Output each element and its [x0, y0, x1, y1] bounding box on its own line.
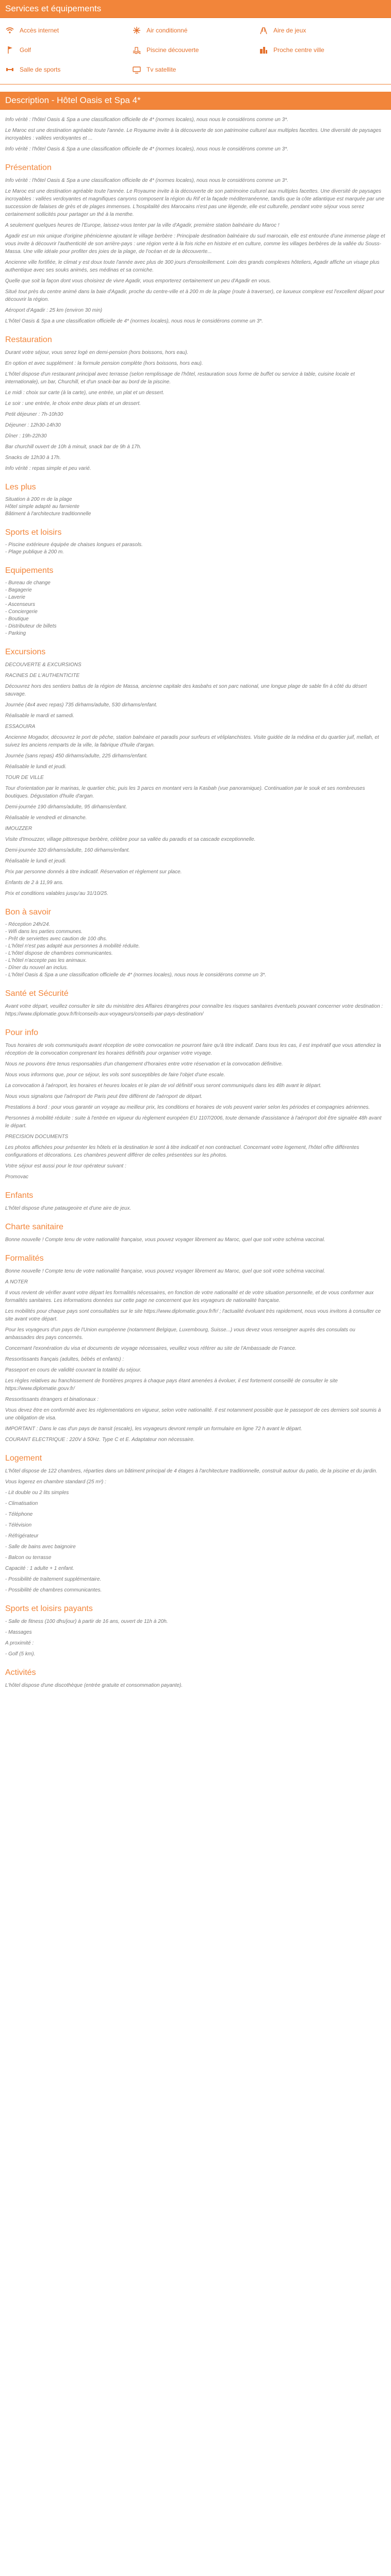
section-title-info: Pour info — [5, 1028, 39, 1037]
logement-text: - Balcon ou terrasse — [5, 1555, 52, 1561]
excursions-text: Réalisable le lundi et jeudi. — [5, 764, 67, 770]
section-title-restauration: Restauration — [5, 335, 52, 344]
restauration-text: En option et avec supplément : la formule pension complète (hors boissons, hors eau). — [5, 361, 203, 366]
list-item: - Parking — [5, 631, 26, 636]
formalites-text: Passeport en cours de validité couvrant la totalité du séjour. — [5, 1367, 142, 1373]
list-item: - Ascenseurs — [5, 602, 35, 607]
presentation-text: Ancienne ville fortifiée, le climat y est doux toute l'année avec plus de 300 jours d'ensoleillement. Loin des grands complexes hôteliers, Agadir affiche un visage plus authentique avec ses souks animés, ses médinas et sa corniche. — [5, 260, 380, 273]
list-item: Bâtiment à l'architecture traditionnelle — [5, 511, 91, 517]
presentation-text: A seulement quelques heures de l'Europe, laissez-vous tenter par la ville d'Agadir, première station balnéaire du Maroc ! — [5, 223, 280, 228]
info-text: Prestations à bord : pour vous garantir un voyage au meilleur prix, les conditions et horaires de vols peuvent varier selon les périodes et compagnies aériennes. — [5, 1105, 370, 1110]
list-item: - Plage publique à 200 m. — [5, 549, 64, 555]
section-title-sante: Santé et Sécurité — [5, 989, 69, 998]
amenity-label: Proche centre ville — [273, 46, 324, 54]
excursions-text: TOUR DE VILLE — [5, 775, 44, 781]
list-item: - L'hôtel Oasis & Spa a une classification officielle de 4* (normes locales), nous nous le considérons comme un 3*. — [5, 972, 267, 978]
section-title-plus: Les plus — [5, 483, 36, 492]
list-item: - Conciergerie — [5, 609, 38, 615]
intro-text: Le Maroc est une destination agréable toute l'année. Le Royaume invite à la découverte de son patrimoine culturel aux multiples facettes. Une diversité de paysages incroyables : vallées verdoyantes et ... — [5, 128, 382, 141]
info-text: Nous vous signalons que l'aéroport de Paris peut être différent de l'aéroport de départ. — [5, 1094, 203, 1099]
info-text: PRECISION DOCUMENTS — [5, 1134, 69, 1140]
amenity-label: Air conditionné — [146, 27, 188, 34]
section-title-presentation: Présentation — [5, 163, 52, 172]
amenity-gym — [5, 61, 132, 78]
logement-text: - Climatisation — [5, 1501, 38, 1506]
amenity-playground — [259, 22, 386, 39]
logement-text: - Salle de bains avec baignoire — [5, 1544, 76, 1550]
info-text: Promovac — [5, 1174, 29, 1180]
section-title-charte: Charte sanitaire — [5, 1223, 63, 1231]
excursions-text: Tour d'orientation par le marinas, le quartier chic, puis les 3 parcs en montant vers la Kasbah (vue panoramique). Continuation par le souk et ses nombreuses boutiques. Dégustation d'huile d'argan. — [5, 786, 365, 799]
restauration-text: Déjeuner : 12h30-14h30 — [5, 422, 61, 428]
excursions-text: Journée (4x4 avec repas) 735 dirhams/adulte, 530 dirhams/enfant. — [5, 702, 158, 708]
amenity-label: Tv satellite — [146, 66, 176, 73]
section-title-equipements: Equipements — [5, 566, 54, 575]
section-title-sports: Sports et loisirs — [5, 528, 62, 537]
amenity-pool — [132, 42, 259, 58]
amenity-city — [259, 42, 386, 58]
dumbbell-icon — [5, 65, 14, 74]
list-item: Hôtel simple adapté au farniente — [5, 504, 79, 510]
excursions-text: IMOUZZER — [5, 826, 32, 832]
amenities-grid — [5, 22, 386, 78]
sports-payants-text: - Massages — [5, 1630, 32, 1635]
sante-text: Avant votre départ, veuillez consulter le site du ministère des Affaires étrangères pour connaître les risques sanitaires éventuels pouvant concerner votre destination : https://www.diplomatie.gouv.fr/fr/conseils-aux-voyageurs/conseils-par-pays-destination/ — [5, 1004, 383, 1017]
snowflake-icon — [132, 26, 141, 35]
info-text: Les photos affichées pour présenter les hôtels et la destination le sont à titre indicatif et non contractuel. Concernant votre logement, l'hôtel offre différentes configurations et décorations. Les chambres peuvent différer de celles présentées sur les photos. — [5, 1145, 360, 1158]
section-title-logement: Logement — [5, 1454, 42, 1463]
formalites-text: Les règles relatives au franchissement de frontières propres à chaque pays étant amenées à évoluer, il est fortement conseillé de consulter le site https://www.diplomatie.gouv.fr/ — [5, 1378, 338, 1392]
formalites-text: Concernant l'exonération du visa et documents de voyage nécessaires, veuillez vous référer au site de l'Ambassade de France. — [5, 1346, 297, 1351]
info-text: La convocation à l'aéroport, les horaires et heures locales et le plan de vol définitif vous seront communiqués dans les 48h avant le départ. — [5, 1083, 322, 1089]
excursions-text: Réalisable le vendredi et dimanche. — [5, 815, 87, 821]
restauration-text: Le soir : une entrée, le choix entre deux plats et un dessert. — [5, 401, 141, 406]
sports-payants-text: - Golf (5 km). — [5, 1651, 36, 1657]
sports-list — [5, 541, 386, 556]
restauration-text: Dîner : 19h-22h30 — [5, 433, 47, 439]
presentation-text: Le Maroc est une destination agréable toute l'année. Le Royaume invite à la découverte de son patrimoine culturel aux multiples facettes. Une diversité de paysages incroyables : vallées verdoyantes et magnifiques canyons composent la région du Rif et la façade méditerranéenne, tandis que la côte atlantique est marquée par une succession de falaises de grès et de plages immenses. L'hospitalité des Marocains n'est pas une légende, elle est culturelle, pendant votre séjour vous serez certainement sollicités pour partager un thé à la menthe. — [5, 189, 384, 217]
formalites-text: Ressortissants étrangers et binationaux : — [5, 1397, 99, 1402]
excursions-text: Réalisable le mardi et samedi. — [5, 713, 74, 719]
excursions-text: Visite d'Imouzzer, village pittoresque berbère, célèbre pour sa vallée du paradis et sa cascade exceptionnelle. — [5, 837, 256, 842]
info-text: Personnes à mobilité réduite : suite à l'entrée en vigueur du règlement européen EU 1107/2006, toute demande d'assistance à l'aéroport doit être signalée 48h avant le départ. — [5, 1115, 382, 1129]
excursions-text: ESSAOUIRA — [5, 724, 36, 730]
excursions-text: Réalisable le lundi et jeudi. — [5, 858, 67, 864]
formalites-text: IMPORTANT : Dans le cas d'un pays de transit (escale), les voyageurs devront remplir un formulaire en ligne 72 h avant le départ. — [5, 1426, 302, 1432]
logement-text: - Télévision — [5, 1522, 32, 1528]
amenity-label: Salle de sports — [20, 66, 61, 73]
logement-text: - Possibilité de traitement supplémentaire. — [5, 1577, 102, 1582]
pool-icon — [132, 45, 141, 55]
logement-text: - Possibilité de chambres communicantes. — [5, 1587, 102, 1593]
excursions-text: Découvrez hors des sentiers battus de la région de Massa, ancienne capitale des kasbahs et son parc national, une longue plage de sable fin à côté du désert sauvage. — [5, 684, 367, 697]
presentation-text: Agadir est un mix unique d'origine phénicienne ajoutant le village berbère : Principale destination balnéaire du sud marocain, elle est entourée d'une immense plage et vous invite à découvrir l'authenticité de son arrière-pays : une région verte à la fois riche en histoire et en culture, comme les villages berbères de la vallée du Souss-Massa. Une ville idéale pour profiter des joies de la plage, de l'océan et de la découverte... — [5, 233, 385, 255]
excursions-text: Demi-journée 190 dirhams/adulte, 95 dirhams/enfant. — [5, 804, 127, 810]
restauration-text: Bar churchill ouvert de 10h à minuit, snack bar de 9h à 17h. — [5, 444, 142, 450]
amenity-internet — [5, 22, 132, 39]
logement-text: Capacité : 1 adulte + 1 enfant. — [5, 1566, 74, 1571]
activites-text: L'hôtel dispose d'une discothèque (entrée gratuite et consommation payante). — [5, 1683, 183, 1688]
presentation-text: Info vérité : l'hôtel Oasis & Spa a une classification officielle de 4* (normes locales), nous nous le considérons comme un 3*. — [5, 178, 288, 183]
formalites-text: Les mobilités pour chaque pays sont consultables sur le site https://www.diplomatie.gouv.fr/fr/ ; l'actualité évoluant très rapidement, nous vous invitons à consulter ce site avant votre départ. — [5, 1309, 381, 1322]
list-item: - Piscine extérieure équipée de chaises longues et parasols. — [5, 542, 143, 548]
intro-text: Info vérité : l'hôtel Oasis & Spa a une classification officielle de 4* (normes locales), nous nous le considérons comme un 3*. — [5, 117, 288, 123]
formalites-text: Il vous revient de vérifier avant votre départ les formalités nécessaires, en fonction de votre nationalité et de votre situation personnelle, et de vous conformer aux formalités sanitaires. Les informations données sur cette page ne concernent que les voyageurs de nationalité française. — [5, 1290, 374, 1303]
description-header: Description - Hôtel Oasis et Spa 4* — [0, 92, 391, 110]
restauration-text: Info vérité : repas simple et peu varié. — [5, 466, 91, 471]
logement-text: - Réfrigérateur — [5, 1533, 39, 1539]
excursions-text: Prix et conditions valables jusqu'au 31/10/25. — [5, 891, 108, 896]
section-title-savoir: Bon à savoir — [5, 908, 51, 917]
presentation-text: Aéroport d'Agadir : 25 km (environ 30 min) — [5, 308, 103, 313]
presentation-text: Situé tout près du centre animé dans la baie d'Agadir, proche du centre-ville et à 200 m de la plage (route à traverser), ce luxueux complexe est l'excellent départ pour découvrir la région. — [5, 289, 385, 302]
restauration-text: Le midi : choix sur carte (à la carte), une entrée, un plat et un dessert. — [5, 390, 165, 396]
logement-text: - Téléphone — [5, 1512, 33, 1517]
amenity-label: Golf — [20, 46, 31, 54]
city-icon — [259, 45, 268, 55]
section-title-excursions: Excursions — [5, 648, 46, 656]
list-item: - Wifi dans les parties communes. — [5, 929, 83, 935]
excursions-text: Prix par personne donnés à titre indicatif. Réservation et règlement sur place. — [5, 869, 182, 875]
restauration-text: L'hôtel dispose d'un restaurant principal avec terrasse (selon remplissage de l'hôtel, restauration sous forme de buffet ou service à table, cuisine locale et internationale), un bar, Churchill, et d'un snack-bar au bord de la piscine. — [5, 371, 355, 385]
tv-icon — [132, 65, 141, 74]
list-item: - L'hôtel n'est pas adapté aux personnes à mobilité réduite. — [5, 943, 140, 949]
info-text: Nous vous informons que, pour ce séjour, les vols sont susceptibles de faire l'objet d'une escale. — [5, 1072, 225, 1078]
logement-text: L'hôtel dispose de 122 chambres, réparties dans un bâtiment principal de 4 étages à l'architecture traditionnelle, construit autour du patio, de la piscine et du jardin. — [5, 1468, 378, 1474]
amenity-label: Aire de jeux — [273, 27, 306, 34]
amenity-tv — [132, 61, 259, 78]
intro-text: Info vérité : l'hôtel Oasis & Spa a une classification officielle de 4* (normes locales), nous nous le considérons comme un 3*. — [5, 146, 288, 152]
list-item: - Laverie — [5, 595, 25, 600]
plus-list — [5, 496, 386, 518]
section-title-sports-payants: Sports et loisirs payants — [5, 1604, 93, 1613]
excursions-text: Ancienne Mogador, découvrez le port de pêche, station balnéaire et paradis pour surfeurs et véliplanchistes. Visite guidée de la médina et du quartier juif, mellah, et suivez les anciens remparts de la ville, la fabrique d'huile d'argan. — [5, 735, 379, 748]
list-item: - Bureau de change — [5, 580, 51, 586]
list-item: - L'hôtel n'accepte pas les animaux. — [5, 958, 87, 963]
list-item: - Boutique — [5, 616, 29, 622]
formalites-text: COURANT ELECTRIQUE : 220V à 50Hz. Type C et E. Adaptateur non nécessaire. — [5, 1437, 195, 1443]
golf-icon — [5, 45, 14, 55]
presentation-text: Quelle que soit la façon dont vous choisirez de vivre Agadir, vous emporterez certainement un peu d'Agadir en vous. — [5, 278, 271, 284]
playground-icon — [259, 26, 268, 35]
amenity-golf — [5, 42, 132, 58]
section-title-activites: Activités — [5, 1668, 36, 1677]
services-header: Services et équipements — [0, 0, 391, 18]
info-text: Tous horaires de vols communiqués avant réception de votre convocation ne pourront faire qu'à titre indicatif. Dans tous les cas, il est impératif que vous attendiez la réception de la convocation comprenant les horaires définitifs pour organiser votre voyage. — [5, 1043, 381, 1056]
list-item: - Réception 24h/24. — [5, 922, 51, 927]
wifi-icon — [5, 26, 14, 35]
restauration-text: Durant votre séjour, vous serez logé en demi-pension (hors boissons, hors eau). — [5, 350, 189, 355]
formalites-text: A NOTER — [5, 1279, 28, 1285]
logement-text: - Lit double ou 2 lits simples — [5, 1490, 69, 1496]
excursions-text: Demi-journée 320 dirhams/adulte, 160 dirhams/enfant. — [5, 848, 130, 853]
enfants-text: L'hôtel dispose d'une pataugeoire et d'une aire de jeux. — [5, 1206, 132, 1211]
excursions-text: Enfants de 2 à 11,99 ans. — [5, 880, 64, 886]
excursions-text: Journée (sans repas) 450 dirhams/adulte, 225 dirhams/enfant. — [5, 753, 148, 759]
list-item: - Bagagerie — [5, 587, 32, 593]
description-body — [0, 110, 391, 1689]
info-text: Nous ne pouvons être tenus responsables d'un changement d'horaires entre votre réservation et la convocation définitive. — [5, 1061, 283, 1067]
amenity-label: Piscine découverte — [146, 46, 199, 54]
amenity-label: Accès internet — [20, 27, 59, 34]
list-item: - Prêt de serviettes avec caution de 100 dhs. — [5, 936, 107, 942]
logement-text: Vous logerez en chambre standard (25 m²) : — [5, 1479, 106, 1485]
formalites-text: Bonne nouvelle ! Compte tenu de votre nationalité française, vous pouvez voyager librement au Maroc, quel que soit votre schéma vaccinal. — [5, 1268, 325, 1274]
formalites-text: Ressortissants français (adultes, bébés et enfants) : — [5, 1357, 124, 1362]
excursions-text: RACINES DE L'AUTHENTICITE — [5, 673, 80, 679]
list-item: - L'hôtel dispose de chambres communicantes. — [5, 951, 113, 956]
sports-payants-text: A proximité : — [5, 1640, 34, 1646]
presentation-text: L'hôtel Oasis & Spa a une classification officielle de 4* (normes locales), nous nous le considérons comme un 3*. — [5, 318, 263, 324]
list-item: - Distributeur de billets — [5, 623, 57, 629]
charte-text: Bonne nouvelle ! Compte tenu de votre nationalité française, vous pouvez voyager librement au Maroc, quel que soit votre schéma vaccinal. — [5, 1237, 325, 1243]
sports-payants-text: - Salle de fitness (100 dhs/jour) à partir de 16 ans, ouvert de 11h à 20h. — [5, 1619, 168, 1624]
info-text: Votre séjour est aussi pour le tour opérateur suivant : — [5, 1163, 126, 1169]
section-title-enfants: Enfants — [5, 1191, 34, 1200]
excursions-text: DECOUVERTE & EXCURSIONS — [5, 662, 82, 668]
equipements-list — [5, 580, 386, 637]
savoir-list — [5, 921, 386, 979]
restauration-text: Petit déjeuner : 7h-10h30 — [5, 412, 63, 417]
restauration-text: Snacks de 12h30 à 17h. — [5, 455, 61, 461]
formalites-text: Pour les voyageurs d'un pays de l'Union européenne (notamment Belgique, Luxembourg, Suisse...) vous devez vous renseigner auprès des consulats ou ambassades des pays concernés. — [5, 1327, 355, 1341]
formalites-text: Vous devez être en conformité avec les réglementations en vigueur, selon votre nationalité. Il est notamment possible que le passeport de ces derniers soit soumis à une obligation de visa. — [5, 1408, 381, 1421]
list-item: Situation à 200 m de la plage — [5, 497, 72, 502]
list-item: - Dîner du nouvel an inclus. — [5, 965, 68, 971]
amenity-aircon — [132, 22, 259, 39]
section-title-formalites: Formalités — [5, 1254, 44, 1263]
